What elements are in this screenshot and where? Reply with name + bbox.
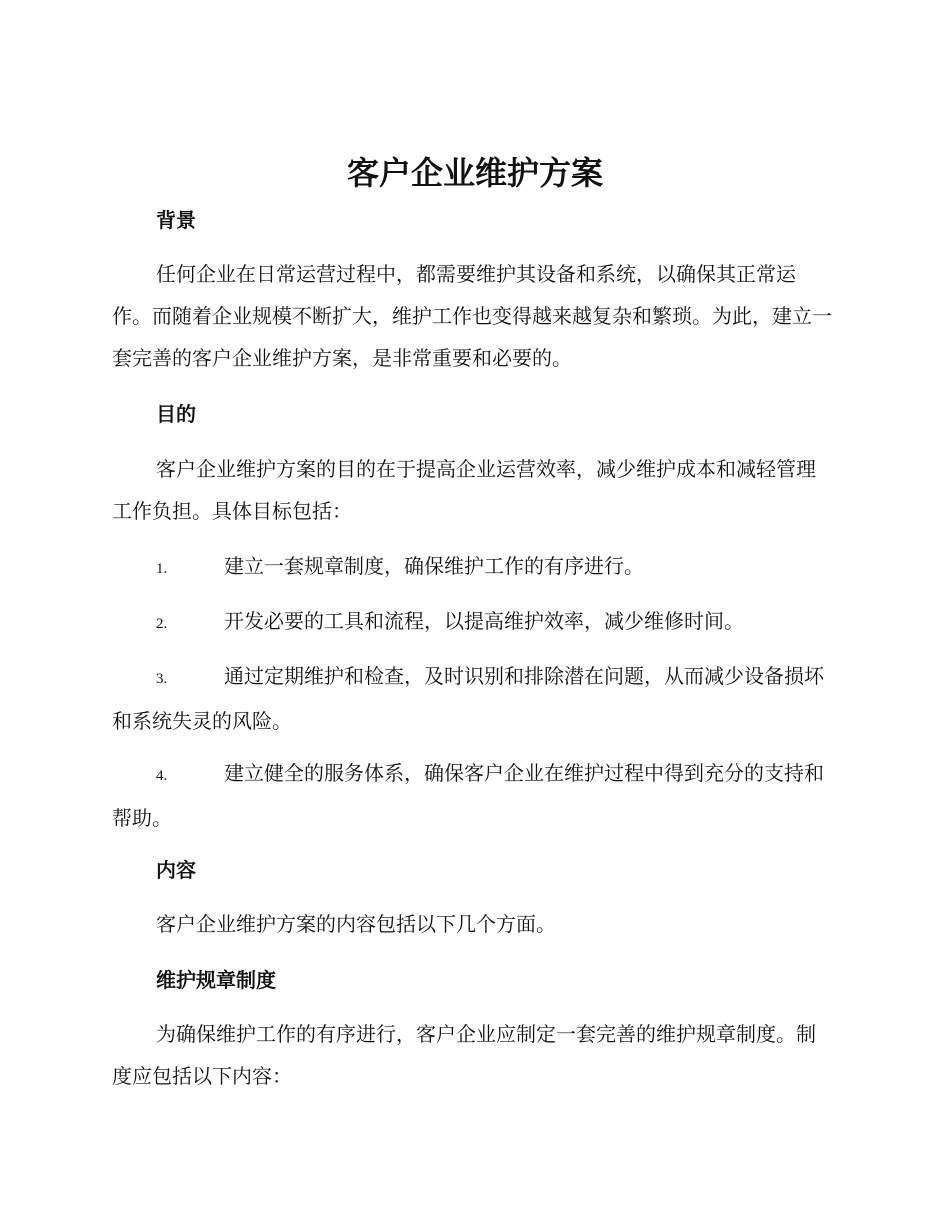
purpose-paragraph: 客户企业维护方案的目的在于提高企业运营效率，减少维护成本和减轻管理工作负担。具体目标包括： bbox=[112, 457, 816, 523]
background-paragraph: 任何企业在日常运营过程中，都需要维护其设备和系统，以确保其正常运作。而随着企业规模不断扩大，维护工作也变得越来越复杂和繁琐。为此，建立一套完善的客户企业维护方案，是非常重要和必要的。 bbox=[112, 262, 832, 370]
list-item bbox=[112, 545, 834, 590]
list-item bbox=[112, 655, 834, 742]
list-item bbox=[112, 600, 834, 645]
list-item-number: 2. bbox=[156, 616, 168, 632]
list-item-text: 开发必要的工具和流程，以提高维护效率，减少维修时间。 bbox=[224, 609, 744, 633]
rules-paragraph: 为确保维护工作的有序进行，客户企业应制定一套完善的维护规章制度。制度应包括以下内容： bbox=[112, 1022, 816, 1088]
list-item-number: 1. bbox=[156, 561, 168, 577]
list-item-number: 3. bbox=[156, 671, 168, 687]
document-title: 客户企业维护方案 bbox=[346, 154, 603, 192]
list-item bbox=[112, 752, 834, 839]
list-item-number: 4. bbox=[156, 768, 168, 784]
section-heading-rules: 维护规章制度 bbox=[156, 968, 276, 992]
section-heading-background: 背景 bbox=[156, 208, 196, 232]
list-item-text: 建立一套规章制度，确保维护工作的有序进行。 bbox=[224, 554, 644, 578]
list-item-text: 建立健全的服务体系，确保客户企业在维护过程中得到充分的支持和帮助。 bbox=[112, 761, 824, 830]
content-paragraph: 客户企业维护方案的内容包括以下几个方面。 bbox=[156, 912, 556, 936]
section-heading-purpose: 目的 bbox=[156, 402, 196, 426]
section-heading-content: 内容 bbox=[156, 858, 196, 882]
list-item-text: 通过定期维护和检查，及时识别和排除潜在问题，从而减少设备损坏和系统失灵的风险。 bbox=[112, 664, 824, 733]
